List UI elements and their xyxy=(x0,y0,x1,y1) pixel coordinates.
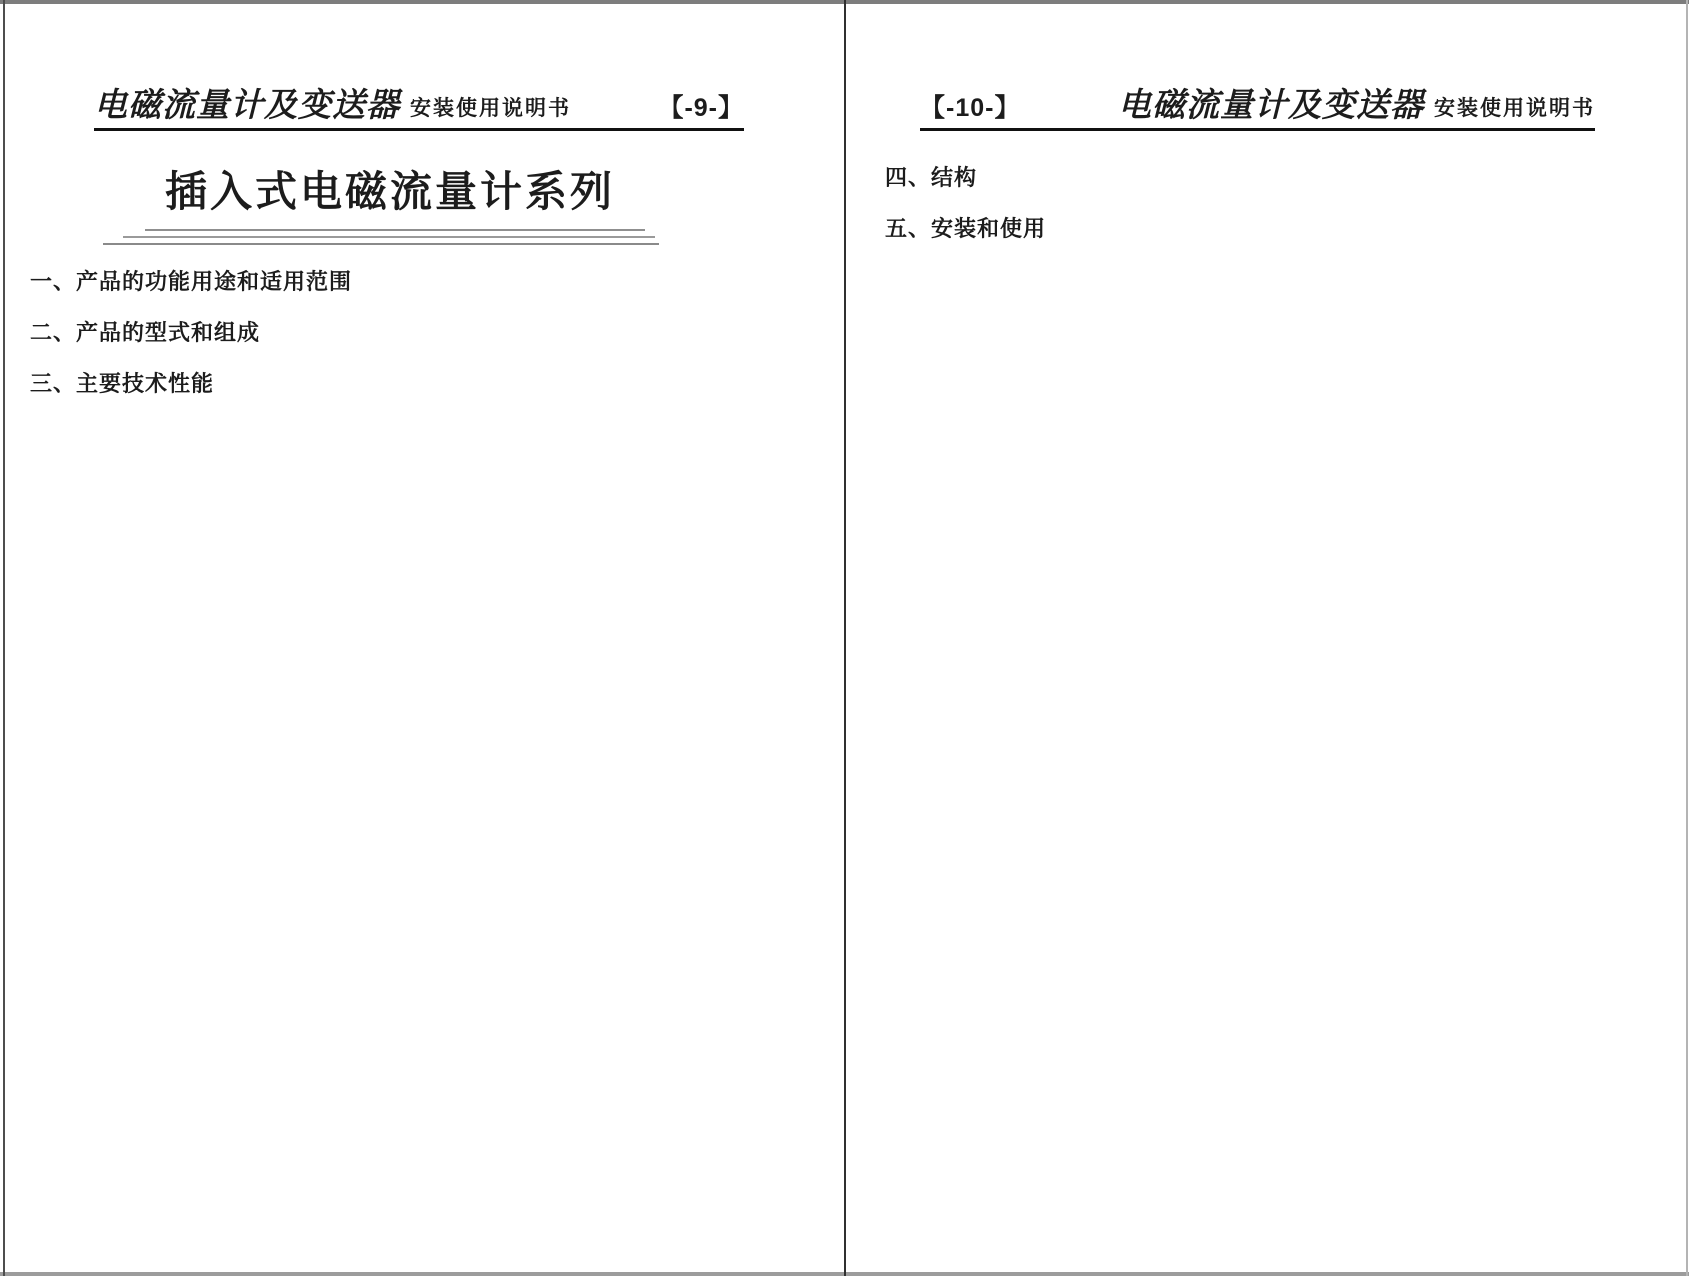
section-heading: 五、安装和使用 xyxy=(885,216,1047,241)
title-underline-rules xyxy=(30,229,750,245)
scan-border-right xyxy=(1686,0,1688,1276)
title-rule-3 xyxy=(103,243,659,245)
manual-subtitle: 安装使用说明书 xyxy=(410,96,571,120)
page-9 xyxy=(30,88,750,408)
header-brand-group xyxy=(1118,88,1595,121)
center-page-divider xyxy=(844,0,846,1276)
running-header-left xyxy=(94,88,744,131)
section xyxy=(30,265,750,296)
manual-subtitle: 安装使用说明书 xyxy=(1434,96,1595,120)
right-page-content xyxy=(885,161,1597,243)
section xyxy=(885,161,1597,192)
section xyxy=(885,212,1597,243)
left-page-content xyxy=(30,265,750,398)
scan-border-left xyxy=(3,0,5,1276)
section-heading: 四、结构 xyxy=(885,165,978,190)
section xyxy=(30,367,750,398)
page-10 xyxy=(885,88,1597,253)
manual-brand-title: 电磁流量计及变送器 xyxy=(1118,86,1424,123)
running-header-right xyxy=(920,88,1595,131)
section-heading: 一、产品的功能用途和适用范围 xyxy=(30,269,353,294)
title-rule-1 xyxy=(145,229,645,231)
page-number-label: 【-10-】 xyxy=(920,94,1021,122)
section-heading: 二、产品的型式和组成 xyxy=(30,320,261,345)
title-rule-2 xyxy=(123,236,655,238)
manual-brand-title: 电磁流量计及变送器 xyxy=(94,86,400,123)
section xyxy=(30,316,750,347)
header-brand-group xyxy=(94,88,571,121)
section-heading: 三、主要技术性能 xyxy=(30,371,215,396)
series-title: 插入式电磁流量计系列 xyxy=(164,170,615,216)
page-number-label: 【-9-】 xyxy=(658,94,744,122)
